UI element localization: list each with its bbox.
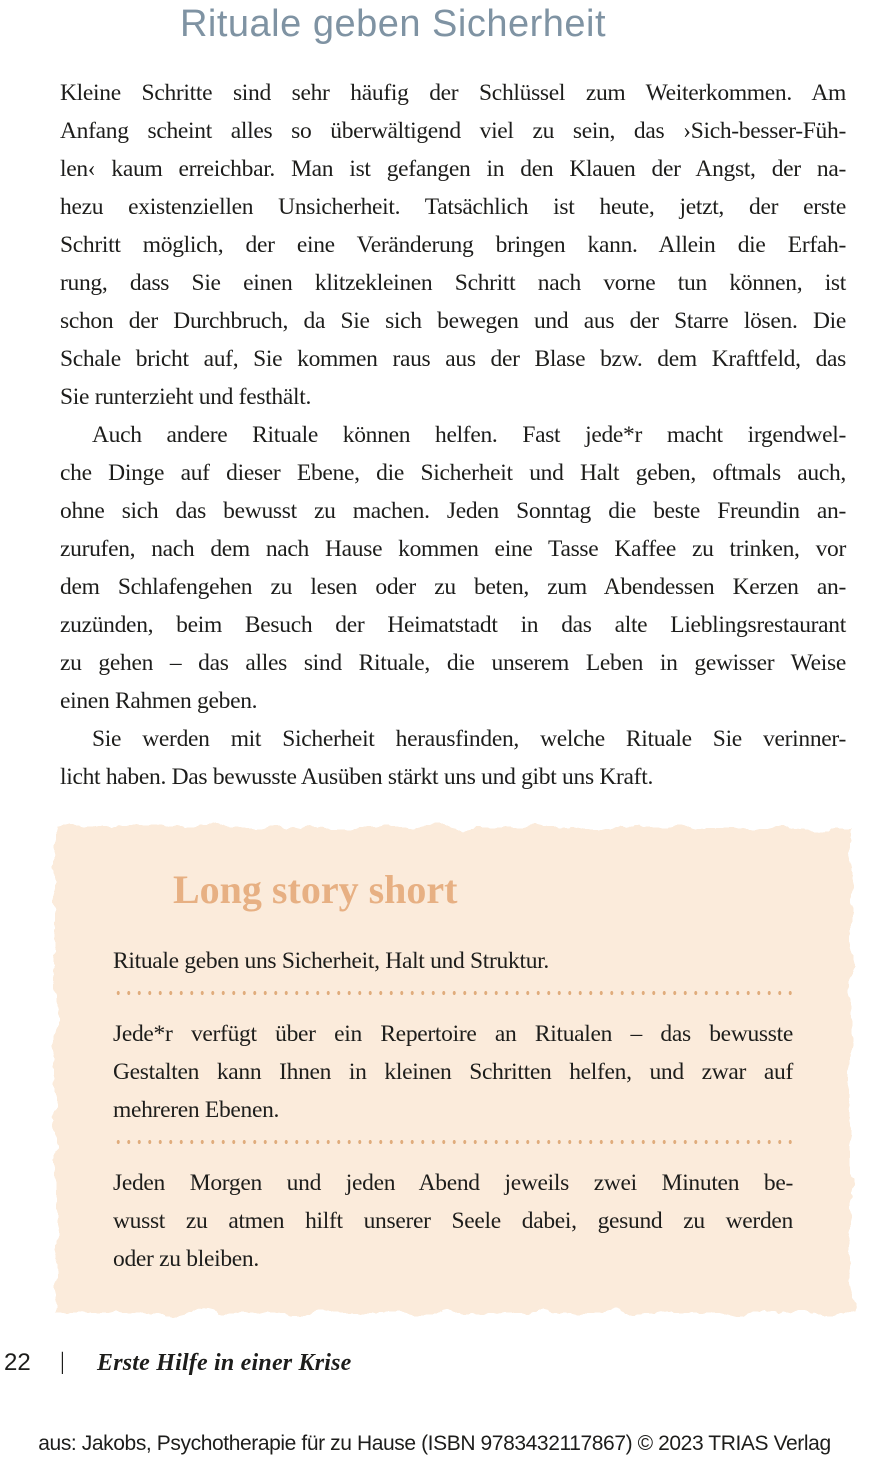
paragraph	[60, 74, 846, 416]
text-line: Kleine Schritte sind sehr häufig der Schlüssel zum Weiterkommen. Am	[60, 80, 846, 106]
text-line: Auch andere Rituale können helfen. Fast jede*r macht irgendwel-	[92, 422, 846, 448]
text-line: Jeden Morgen und jeden Abend jeweils zwei Minuten be-	[113, 1170, 793, 1196]
text-line: Schritt möglich, der eine Veränderung bringen kann. Allein die Erfah-	[60, 232, 846, 258]
text-line: che Dinge auf dieser Ebene, die Sicherheit und Halt geben, oftmals auch,	[60, 460, 846, 486]
text-line: Jede*r verfügt über ein Repertoire an Ritualen – das bewusste	[113, 1021, 793, 1047]
text-line: Schale bricht auf, Sie kommen raus aus der Blase bzw. dem Kraftfeld, das	[60, 346, 846, 372]
text-line: einen Rahmen geben.	[60, 688, 258, 714]
text-line: len‹ kaum erreichbar. Man ist gefangen in den Klauen der Angst, der na-	[60, 156, 846, 182]
callout-item	[113, 1015, 793, 1129]
dotted-divider	[113, 1138, 793, 1146]
text-line: hezu existenziellen Unsicherheit. Tatsächlich ist heute, jetzt, der erste	[60, 194, 846, 220]
callout-content	[113, 868, 793, 1278]
text-line: licht haben. Das bewusste Ausüben stärkt uns und gibt uns Kraft.	[60, 764, 654, 790]
text-line: rung, dass Sie einen klitzekleinen Schritt nach vorne tun können, ist	[60, 270, 846, 296]
source-caption: aus: Jakobs, Psychotherapie für zu Hause (ISBN 9783432117867) © 2023 TRIAS Verlag	[38, 1432, 831, 1455]
text-line: Rituale geben uns Sicherheit, Halt und Struktur.	[113, 948, 549, 974]
text-line: zu gehen – das alles sind Rituale, die unserem Leben in gewisser Weise	[60, 650, 846, 676]
dotted-divider	[113, 989, 793, 997]
footer-separator: |	[60, 1349, 65, 1375]
callout-heading: Long story short	[173, 867, 458, 912]
page-title: Rituale geben Sicherheit	[179, 3, 607, 45]
text-line: Anfang scheint alles so überwältigend viel zu sein, das ›Sich-besser-Füh-	[60, 118, 846, 144]
text-line: zurufen, nach dem nach Hause kommen eine Tasse Kaffee zu trinken, vor	[60, 536, 846, 562]
text-line: zuzünden, beim Besuch der Heimatstadt in das alte Lieblingsrestaurant	[60, 612, 846, 638]
article-body	[60, 74, 846, 796]
callout-long-story-short	[0, 813, 869, 1328]
text-line: dem Schlafengehen zu lesen oder zu beten, zum Abendessen Kerzen an-	[60, 574, 846, 600]
text-line: oder zu bleiben.	[113, 1246, 259, 1272]
page-number: 22	[4, 1349, 31, 1376]
text-line: Sie werden mit Sicherheit herausfinden, welche Rituale Sie verinner-	[92, 726, 846, 752]
callout-item	[113, 942, 793, 980]
paragraph	[60, 416, 846, 720]
text-line: ohne sich das bewusst zu machen. Jeden Sonntag die beste Freundin an-	[60, 498, 846, 524]
chapter-title: Erste Hilfe in einer Krise	[97, 1350, 352, 1376]
text-line: mehreren Ebenen.	[113, 1097, 280, 1123]
text-line: Sie runterzieht und festhält.	[60, 384, 312, 410]
callout-items	[113, 942, 793, 1278]
text-line: Gestalten kann Ihnen in kleinen Schritten helfen, und zwar auf	[113, 1059, 793, 1085]
text-line: wusst zu atmen hilft unserer Seele dabei, gesund zu werden	[113, 1208, 793, 1234]
callout-item	[113, 1164, 793, 1278]
text-line: schon der Durchbruch, da Sie sich bewegen und aus der Starre lösen. Die	[60, 308, 846, 334]
paragraph	[60, 720, 846, 796]
